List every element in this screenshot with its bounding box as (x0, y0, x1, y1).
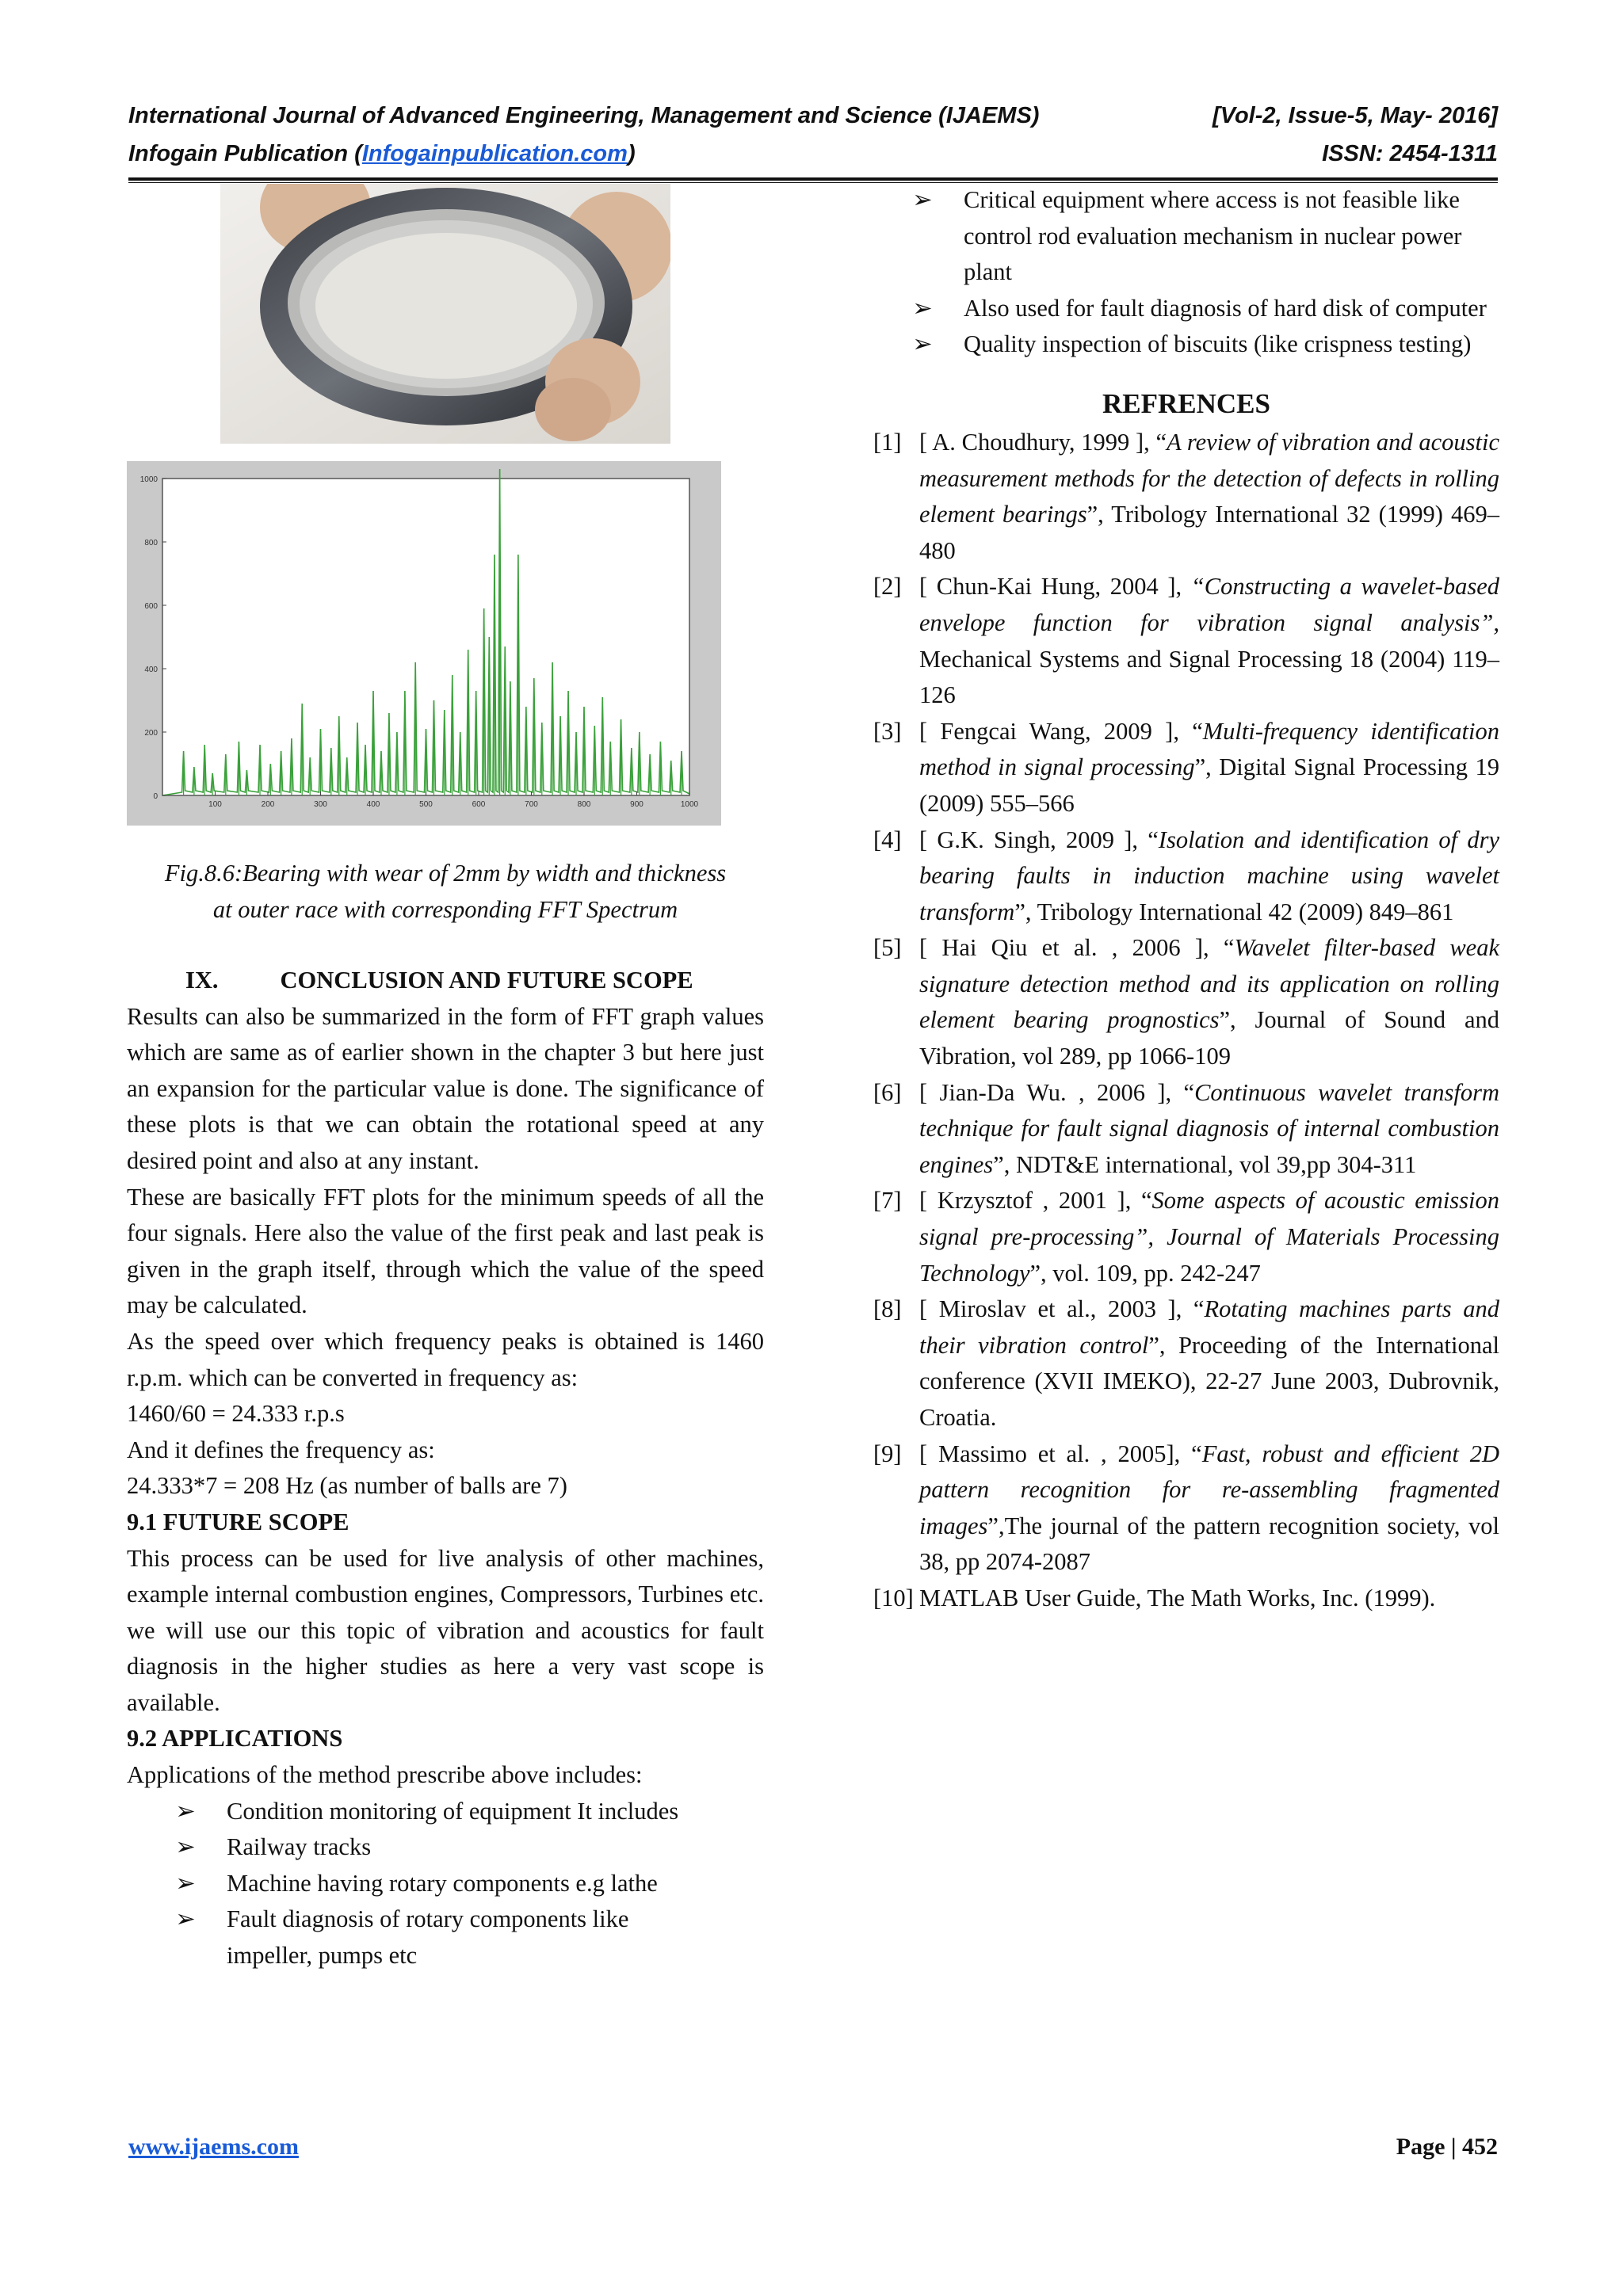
x-tick-label: 400 (366, 800, 380, 809)
conclusion-paragraph-5: And it defines the frequency as: (127, 1436, 435, 1463)
x-tick-label: 1000 (680, 800, 699, 809)
references-title: REFRENCES (1102, 387, 1270, 419)
reference-title: Continuous wavelet transform technique for fault signal diagnosis of internal combustion engines (919, 1078, 1499, 1178)
caption-line-2: at outer race with corresponding FFT Spectrum (212, 895, 678, 923)
conclusion-paragraph-1: Results can also be summarized in the form of FFT graph values which are same as of earlier shown in the chapter 3 but here just an expansion for the particular value is done. The significance of these plots is that we can obtain the rotational speed at any desired point and also at any instant. (127, 1002, 764, 1174)
arrow-bullet-icon: ➢ (175, 1833, 196, 1861)
list-item (170, 1794, 764, 1830)
list-item-text: Fault diagnosis of rotary components like impeller, pumps etc (227, 1905, 629, 1970)
list-item (907, 291, 1499, 327)
reference-source: Mechanical Systems and Signal Processing 18 (2004) 119–126 (919, 645, 1499, 709)
y-tick-label: 1000 (139, 475, 158, 484)
reference-number: [4] (873, 826, 902, 853)
list-item (907, 326, 1499, 363)
publisher-prefix: Infogain Publication ( (128, 141, 362, 166)
reference-source: ”, Proceeding of the International conference (XVII IMEKO), 22-27 June 2003, Dubrovnik, Croatia. (919, 1331, 1500, 1431)
conclusion-paragraph-3: As the speed over which frequency peaks is obtained is 1460 r.p.m. which can be converted in frequency as: (127, 1327, 764, 1391)
reference-number: [2] (873, 573, 902, 601)
reference-item (873, 1183, 1499, 1291)
list-item-text: Critical equipment where access is not feasible like control rod evaluation mechanism in nuclear power plant (964, 186, 1462, 286)
reference-source: ”, Tribology International 32 (1999) 469–480 (919, 501, 1499, 564)
reference-item (873, 714, 1499, 822)
list-item-text: Quality inspection of biscuits (like crispness testing) (964, 330, 1472, 358)
arrow-bullet-icon: ➢ (912, 186, 933, 213)
reference-number: [6] (873, 1078, 902, 1106)
fft-spectrum-chart (127, 461, 721, 826)
equation-rps: 1460/60 = 24.333 r.p.s (127, 1400, 345, 1428)
list-item (170, 1866, 764, 1902)
reference-title: Rotating machines parts and their vibration control (919, 1295, 1499, 1359)
reference-item (873, 1075, 1499, 1184)
x-tick-label: 500 (419, 800, 433, 809)
reference-authors: [ Chun-Kai Hung, 2004 ], (919, 573, 1191, 601)
y-tick-label: 800 (144, 539, 158, 547)
list-item-text: Also used for fault diagnosis of hard disk of computer (964, 294, 1487, 322)
reference-number: [1] (873, 428, 902, 456)
left-column (127, 963, 764, 1974)
reference-title: Some aspects of acoustic emission signal pre-processing”, Journal of Materials Processing Technology (919, 1187, 1500, 1287)
y-tick-label: 600 (144, 602, 158, 611)
x-tick-label: 100 (208, 800, 222, 809)
journal-title: International Journal of Advanced Engineering, Management and Science (IJAEMS) (128, 103, 1040, 128)
x-tick-label: 300 (314, 800, 327, 809)
reference-item (873, 1436, 1499, 1581)
publisher-link[interactable]: Infogainpublication.com (361, 141, 628, 166)
header-rule (128, 177, 1498, 181)
reference-title: “Constructing a wavelet-based envelope function for vibration signal analysis”, (919, 573, 1499, 636)
page-number: Page | 452 (1396, 2134, 1498, 2160)
right-column (873, 182, 1499, 1617)
future-scope-text: This process can be used for live analysis of other machines, example internal combustion engines, Compressors, Turbines etc. we will use our this topic of vibration and acoustics for fault diagnosis in the higher studies as here a very vast scope is available. (127, 1544, 764, 1716)
arrow-bullet-icon: ➢ (912, 294, 933, 322)
x-tick-label: 900 (630, 800, 643, 809)
reference-source: ”, Digital Signal Processing 19 (2009) 555–566 (919, 753, 1500, 817)
arrow-bullet-icon: ➢ (175, 1869, 196, 1897)
reference-source: ”, vol. 109, pp. 242-247 (1029, 1259, 1261, 1287)
reference-authors: [ Krzysztof , 2001 ], “ (919, 1187, 1152, 1215)
y-tick-label: 0 (153, 792, 158, 801)
list-item-text: Railway tracks (227, 1833, 372, 1861)
reference-number: [7] (873, 1187, 902, 1215)
reference-item (873, 930, 1499, 1074)
x-tick-label: 600 (472, 800, 486, 809)
reference-title: A review of vibration and acoustic measurement methods for the detection of defects in rolling element bearings (919, 428, 1499, 528)
reference-source: ”,The journal of the pattern recognition society, vol 38, pp 2074-2087 (919, 1512, 1499, 1576)
arrow-bullet-icon: ➢ (175, 1797, 196, 1825)
applications-list-left (170, 1794, 764, 1974)
y-tick-label: 200 (144, 729, 158, 738)
x-tick-label: 700 (525, 800, 538, 809)
figure-caption (127, 856, 764, 928)
x-tick-label: 800 (577, 800, 591, 809)
reference-authors: [ G.K. Singh, 2009 ], “ (919, 826, 1159, 853)
arrow-bullet-icon: ➢ (912, 330, 933, 358)
reference-number: [8] (873, 1295, 902, 1323)
reference-authors: [ Fengcai Wang, 2009 ], “ (919, 717, 1203, 745)
reference-item (873, 425, 1499, 569)
x-tick-label: 200 (261, 800, 275, 809)
future-scope-heading: 9.1 FUTURE SCOPE (127, 1508, 349, 1535)
publisher-header (128, 136, 1498, 171)
list-item (170, 1829, 764, 1866)
applications-heading: 9.2 APPLICATIONS (127, 1725, 343, 1753)
reference-number: [5] (873, 934, 902, 962)
reference-source: ”, Tribology International 42 (2009) 849–861 (1014, 898, 1454, 925)
reference-title: Isolation and identification of dry bearing faults in induction machine using wavelet transform (919, 826, 1499, 925)
reference-source: ”, Journal of Sound and Vibration, vol 289, pp 1066-109 (919, 1006, 1499, 1070)
reference-item (873, 822, 1499, 931)
reference-authors: [ Massimo et al. , 2005], “ (919, 1440, 1202, 1467)
reference-authors: [ Miroslav et al., 2003 ], “ (919, 1295, 1205, 1323)
reference-source: ”, NDT&E international, vol 39,pp 304-311 (993, 1150, 1417, 1178)
journal-header (128, 98, 1498, 133)
conclusion-heading-num: IX. (185, 967, 219, 994)
conclusion-paragraph-2: These are basically FFT plots for the minimum speeds of all the four signals. Here also the value of the first peak and last peak is given in the graph itself, through which the value of the speed may be calculated. (127, 1183, 764, 1319)
reference-item (873, 1291, 1499, 1436)
website-link[interactable]: www.ijaems.com (128, 2134, 299, 2160)
reference-authors: [ A. Choudhury, 1999 ], “ (919, 428, 1167, 456)
reference-title: Fast, robust and efficient 2D pattern recognition for re-assembling fragmented images (919, 1440, 1500, 1539)
list-item (907, 182, 1499, 291)
list-item (170, 1901, 702, 1974)
list-item-text: Machine having rotary components e.g lathe (227, 1869, 658, 1897)
equation-frequency: 24.333*7 = 208 Hz (as number of balls are 7) (127, 1472, 567, 1500)
issn: ISSN: 2454-1311 (1322, 141, 1498, 166)
applications-list-right (907, 182, 1499, 363)
conclusion-heading-text: CONCLUSION AND FUTURE SCOPE (280, 967, 693, 994)
publisher-suffix: ) (627, 141, 636, 166)
applications-intro: Applications of the method prescribe above includes: (127, 1761, 643, 1789)
caption-line-1: Fig.8.6:Bearing with wear of 2mm by width and thickness (164, 860, 727, 887)
arrow-bullet-icon: ➢ (175, 1905, 196, 1933)
list-item-text: Condition monitoring of equipment It includes (227, 1797, 679, 1825)
reference-title: Wavelet filter-based weak signature detection method and its application on rolling element bearing prognostics (919, 934, 1499, 1034)
reference-authors: [ Jian-Da Wu. , 2006 ], “ (919, 1078, 1195, 1106)
reference-item (873, 1581, 1499, 1617)
fft-spectrum-svg (127, 461, 721, 826)
bearing-photo (220, 184, 670, 444)
reference-number: [3] (873, 717, 902, 745)
conclusion-heading (127, 963, 764, 999)
reference-number: [10] (873, 1584, 914, 1611)
reference-title: Multi-frequency identification method in signal processing (919, 717, 1499, 781)
y-tick-label: 400 (144, 666, 158, 674)
page-footer (128, 2130, 1498, 2164)
reference-number: [9] (873, 1440, 902, 1467)
reference-authors: [ Hai Qiu et al. , 2006 ], “ (919, 934, 1235, 962)
references-list (873, 425, 1499, 1617)
volume-info: [Vol-2, Issue-5, May- 2016] (1212, 103, 1498, 128)
reference-authors: MATLAB User Guide, The Math Works, Inc. (1999). (919, 1584, 1436, 1611)
reference-item (873, 569, 1499, 713)
